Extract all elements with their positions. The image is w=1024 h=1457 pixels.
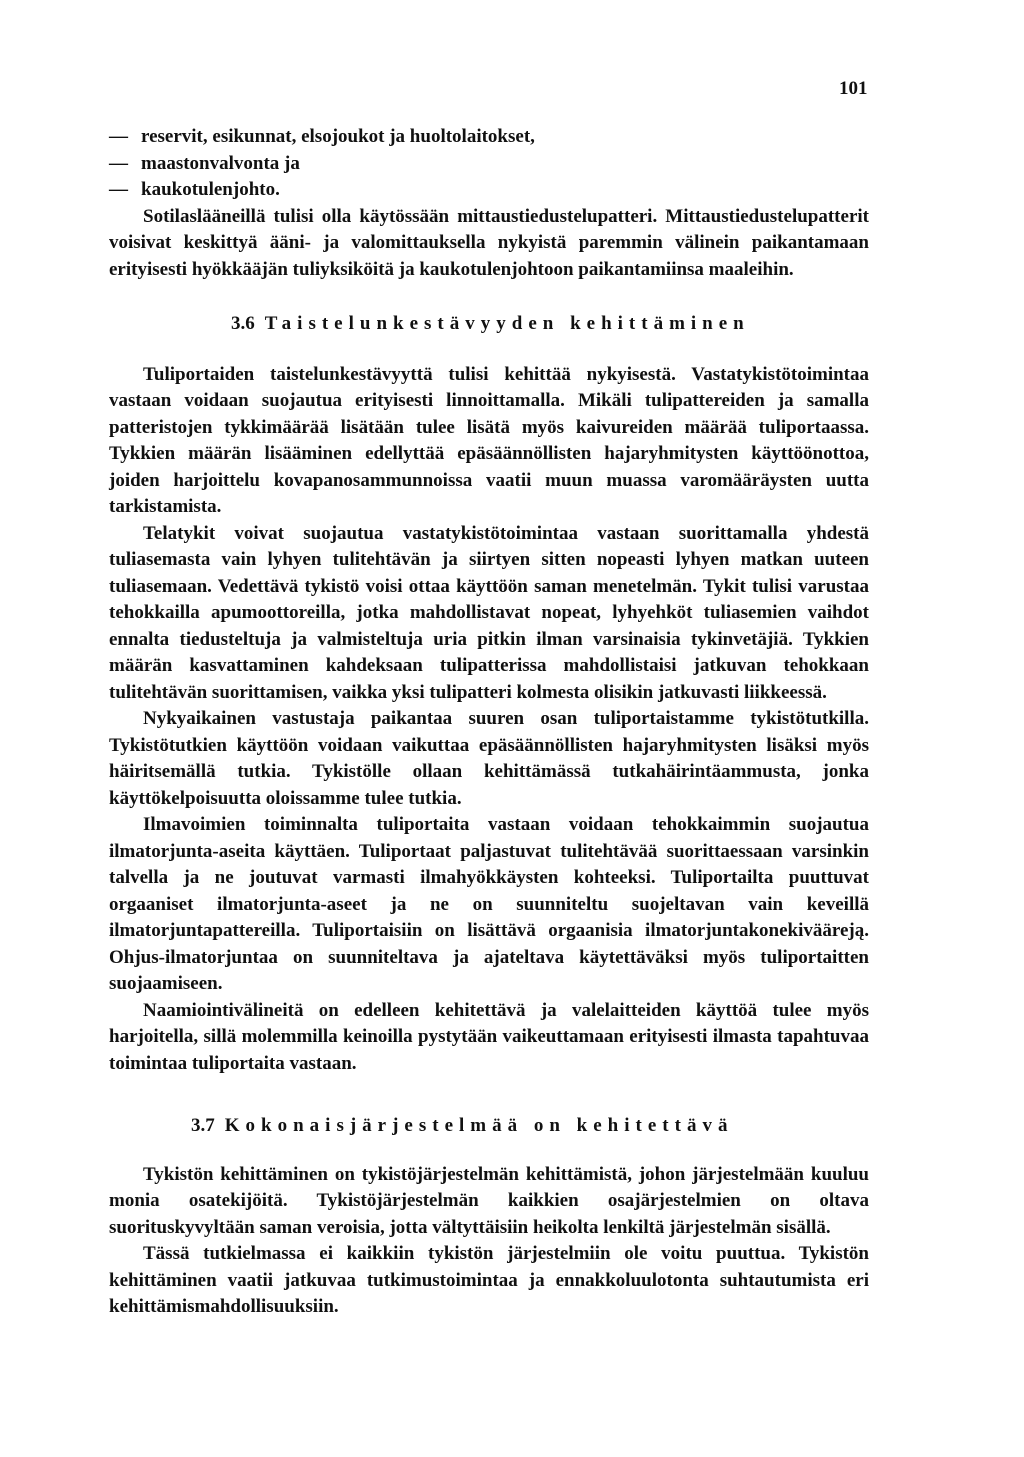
intro-paragraph: Sotilaslääneillä tulisi olla käytössään mittaustiedustelupatteri. Mittaustiedustelupatterit voisivat keskittyä ääni- ja valomittauksella nykyistä paremmin välinein paikantamaan erityisesti hyökkääjän tuliyksiköitä ja kaukotulenjohtoon paikantamiinsa maaleihin.: [109, 205, 869, 280]
section-title: Kokonaisjärjestelmää on kehitettävä: [224, 1115, 734, 1136]
page-number: 101: [839, 78, 868, 99]
list-item: — maastonvalvonta ja: [109, 151, 869, 178]
paragraph: Telatykit voivat suojautua vastatykistötoimintaa vastaan suorittamalla yhdestä tuliasemasta vain lyhyen tulitehtävän ja siirtyen sitten nopeasti lyhyen matkan uuteen tuliasemaan. Vedettävä tykistö voisi ottaa käyttöön saman menetelmän. Tykit tulisi varustaa tehokkailla apumoottoreilla, jotka mahdollistavat nopeat, lyhyehköt tuliasemien vaihdot ennalta tiedusteltuja ja valmisteltuja uria pitkin ilman varsinaisia tykinvetäjiä. Tykkien määrän kasvattaminen kahdeksaan tulipatterissa mahdollistaisi jatkuvan tehokkaan tulitehtävän suorittamisen, vaikka yksi tulipatteri kolmesta olisikin jatkuvasti liikkeessä.: [109, 522, 869, 703]
page-content: [109, 124, 869, 1321]
dash-list: [109, 124, 869, 204]
section-number: 3.7: [191, 1115, 215, 1136]
paragraph: Tykistön kehittäminen on tykistöjärjestelmän kehittämistä, johon järjestelmään kuuluu monia osatekijöitä. Tykistöjärjestelmän kaikkien osajärjestelmien on oltava suorituskyvyltään saman veroisia, jotta vältyttäisiin heikolta lenkiltä järjestelmän sisällä.: [109, 1163, 869, 1238]
paragraph: Tässä tutkielmassa ei kaikkiin tykistön järjestelmiin ole voitu puuttua. Tykistön kehittäminen vaatii jatkuvaa tutkimustoimintaa ja ennakkoluulotonta suhtautumista eri kehittämismahdollisuuksiin.: [109, 1243, 869, 1317]
paragraph: Nykyaikainen vastustaja paikantaa suuren osan tuliportaistamme tykistötutkilla. Tykistötutkien käyttöön voidaan vaikuttaa epäsäännöllisten hajaryhmitysten lisäksi myös häiritsemällä tutkia. Tykistölle ollaan kehittämässä tutkahäirintäammusta, jonka käyttökelpoisuutta oloissamme tulee tutkia.: [109, 708, 869, 809]
section-title: Taistelunkestävyyden kehittäminen: [264, 313, 750, 334]
paragraph: Ilmavoimien toiminnalta tuliportaita vastaan voidaan tehokkaimmin suojautua ilmatorjunta-aseita käyttäen. Tuliportaat paljastuvat tulitehtävää suorittaessaan varsinkin talvella ja ne joutuvat varmasti ilmahyökkäysten kohteeksi. Tuliportailta puuttuvat orgaaniset ilmatorjunta-aseet ja ne on suunniteltu suojeltavan vain keveillä ilmatorjuntapattereilla. Tuliportaisiin on lisättävä orgaanisia ilmatorjuntakonekivääreją. Ohjus-ilmatorjuntaa on suunniteltava ja ajateltava käytettäväksi myös tuliportaitten suojaamiseen.: [109, 814, 869, 994]
section-heading-3-6: [109, 311, 869, 338]
paragraph: Tuliportaiden taistelunkestävyyttä tulisi kehittää nykyisestä. Vastatykistötoimintaa vastaan voidaan suojautua erityisesti linnoittamalla. Mikäli tulipattereiden ja samalla patteristojen tykkimäärää lisätään tulee lisätä myös kaivureiden määrää tuliportaassa. Tykkien määrän lisääminen edellyttää epäsäännöllisten hajaryhmitysten käyttöönottoa, joiden harjoittelu kovapanosammunnoissa vaatii muun muassa varomääräysten uutta tarkistamista.: [109, 363, 869, 517]
section-number: 3.6: [231, 313, 255, 334]
paragraph: Naamiointivälineitä on edelleen kehitettävä ja valelaitteiden käyttöä tulee myös harjoitella, sillä molemmilla keinoilla pystytään vaikeuttamaan erityisesti ilmasta tapahtuvaa toimintaa tuliportaita vastaan.: [109, 999, 869, 1074]
list-item: — reservit, esikunnat, elsojoukot ja huoltolaitokset,: [109, 124, 869, 151]
list-item: — kaukotulenjohto.: [109, 177, 869, 204]
section-heading-3-7: [109, 1113, 869, 1140]
